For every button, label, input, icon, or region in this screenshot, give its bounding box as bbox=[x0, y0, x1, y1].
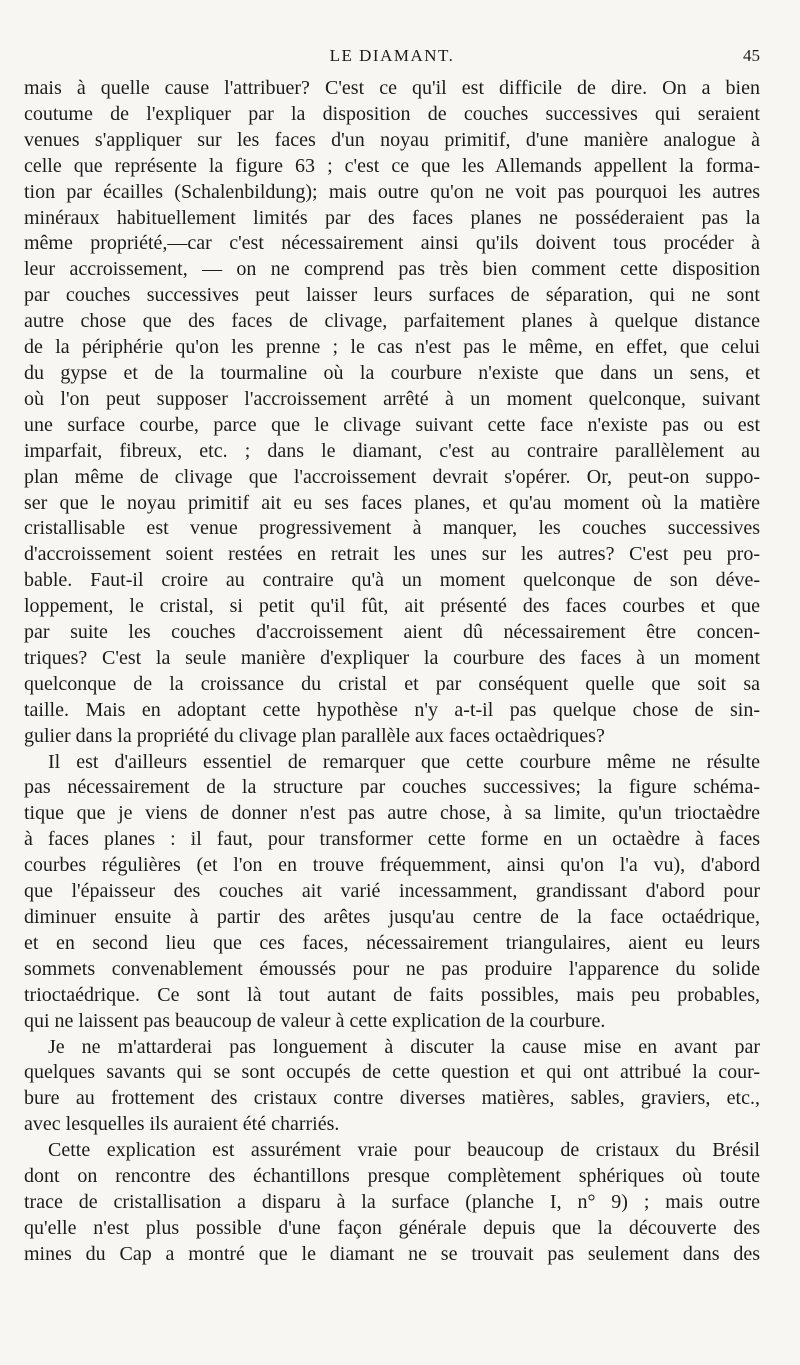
text-line: bure au frottement des cristaux contre diverses matières, sables, graviers, etc., bbox=[24, 1087, 760, 1110]
page-number: 45 bbox=[743, 46, 760, 65]
text-line: bable. Faut-il croire au contraire qu'à un moment quelconque de son déve- bbox=[24, 569, 760, 592]
text-line: loppement, le cristal, si petit qu'il fût, ait présenté des faces courbes et que bbox=[24, 595, 760, 618]
text-line: et en second lieu que ces faces, nécessairement triangulaires, aient eu leurs bbox=[24, 931, 760, 954]
text-line: que l'épaisseur des couches ait varié incessamment, grandissant d'abord pour bbox=[24, 880, 760, 903]
text-line: mines du Cap a montré que le diamant ne se trouvait pas seulement dans des bbox=[24, 1242, 760, 1265]
running-title: LE DIAMANT. bbox=[329, 46, 455, 65]
text-line: du gypse et de la tourmaline où la courbure n'existe que dans un sens, et bbox=[24, 361, 760, 384]
text-line: imparfait, fibreux, etc. ; dans le diamant, c'est au contraire parallèlement au bbox=[24, 439, 760, 462]
text-line: pas nécessairement de la structure par couches successives; la figure schéma- bbox=[24, 776, 760, 799]
text-line: cristallisable est venue progressivement à manquer, les couches successives bbox=[24, 517, 760, 540]
text-line: quelconque de la croissance du cristal et par conséquent quelle que soit sa bbox=[24, 672, 760, 695]
text-line: une surface courbe, parce que le clivage suivant cette face n'existe pas ou est bbox=[24, 413, 760, 436]
text-line: autre chose que des faces de clivage, parfaitement planes à quelque distance bbox=[24, 310, 760, 333]
text-line: triques? C'est la seule manière d'expliquer la courbure des faces à un moment bbox=[24, 646, 760, 669]
text-line: diminuer ensuite à partir des arêtes jusqu'au centre de la face octaédrique, bbox=[24, 906, 760, 928]
text-line: leur accroissement, — on ne comprend pas très bien comment cette disposition bbox=[24, 258, 760, 281]
text-line: plan même de clivage que l'accroissement devrait s'opérer. Or, peut-on suppo- bbox=[24, 465, 760, 488]
text-line: même propriété,—car c'est nécessairement ainsi qu'ils doivent tous procéder à bbox=[24, 232, 760, 255]
text-line: tion par écailles (Schalenbildung); mais outre qu'on ne voit pas pourquoi les autres bbox=[24, 180, 760, 203]
text-line: qu'elle n'est plus possible d'une façon générale depuis que la découverte des bbox=[24, 1216, 760, 1239]
text-line: minéraux habituellement limités par des faces planes ne posséderaient pas la bbox=[24, 206, 760, 229]
text-line: d'accroissement soient restées en retrait les unes sur les autres? C'est peu pro- bbox=[24, 543, 760, 566]
text-line: ser que le noyau primitif ait eu ses faces planes, et qu'au moment où la matière bbox=[24, 491, 760, 514]
text-line: à faces planes : il faut, pour transformer cette forme en un octaèdre à faces bbox=[24, 828, 760, 851]
text-line: trioctaédrique. Ce sont là tout autant de faits possibles, mais peu probables, bbox=[24, 983, 760, 1006]
text-line: venues s'appliquer sur les faces d'un noyau primitif, d'une manière analogue à bbox=[24, 128, 760, 151]
text-line: Il est d'ailleurs essentiel de remarquer que cette courbure même ne résulte bbox=[48, 750, 760, 773]
text-line: quelques savants qui se sont occupés de cette question et qui ont attribué la cour- bbox=[24, 1061, 760, 1084]
text-line: courbes régulières (et l'on en trouve fréquemment, ainsi qu'on l'a vu), d'abord bbox=[24, 854, 760, 877]
text-line: tique que je viens de donner n'est pas autre chose, à sa limite, qu'un trioctaèdre bbox=[24, 802, 760, 825]
text-line: par couches successives peut laisser leurs surfaces de séparation, qui ne sont bbox=[24, 284, 760, 307]
paragraph bbox=[24, 76, 760, 750]
paragraph bbox=[24, 1035, 760, 1139]
text-line: où l'on peut supposer l'accroissement arrêté à un moment quelconque, suivant bbox=[24, 387, 760, 410]
body-text bbox=[24, 76, 760, 1268]
text-line: Je ne m'attarderai pas longuement à discuter la cause mise en avant par bbox=[48, 1035, 760, 1058]
text-line: par suite les couches d'accroissement aient dû nécessairement être concen- bbox=[24, 621, 760, 644]
text-line: celle que représente la figure 63 ; c'est ce que les Allemands appellent la forma- bbox=[24, 154, 760, 177]
text-line: avec lesquelles ils auraient été charriés. bbox=[24, 1113, 340, 1136]
text-line: dont on rencontre des échantillons presque complètement sphériques où toute bbox=[24, 1165, 760, 1188]
text-line: qui ne laissent pas beaucoup de valeur à cette explication de la courbure. bbox=[24, 1009, 606, 1032]
paragraph bbox=[24, 1138, 760, 1268]
text-line: Cette explication est assurément vraie pour beaucoup de cristaux du Brésil bbox=[48, 1139, 760, 1162]
paragraph bbox=[24, 750, 760, 1035]
text-line: de la périphérie qu'on les prenne ; le cas n'est pas le même, en effet, que celui bbox=[24, 336, 760, 359]
text-line: mais à quelle cause l'attribuer? C'est ce qu'il est difficile de dire. On a bien bbox=[24, 77, 760, 99]
text-line: taille. Mais en adoptant cette hypothèse n'y a-t-il pas quelque chose de sin- bbox=[24, 698, 760, 721]
text-line: trace de cristallisation a disparu à la surface (planche I, n° 9) ; mais outre bbox=[24, 1190, 760, 1213]
text-line: sommets convenablement émoussés pour ne pas produire l'apparence du solide bbox=[24, 957, 760, 980]
text-line: coutume de l'expliquer par la disposition de couches successives qui seraient bbox=[24, 102, 760, 125]
text-line: gulier dans la propriété du clivage plan parallèle aux faces octaèdriques? bbox=[24, 724, 605, 747]
page-header bbox=[24, 46, 760, 70]
